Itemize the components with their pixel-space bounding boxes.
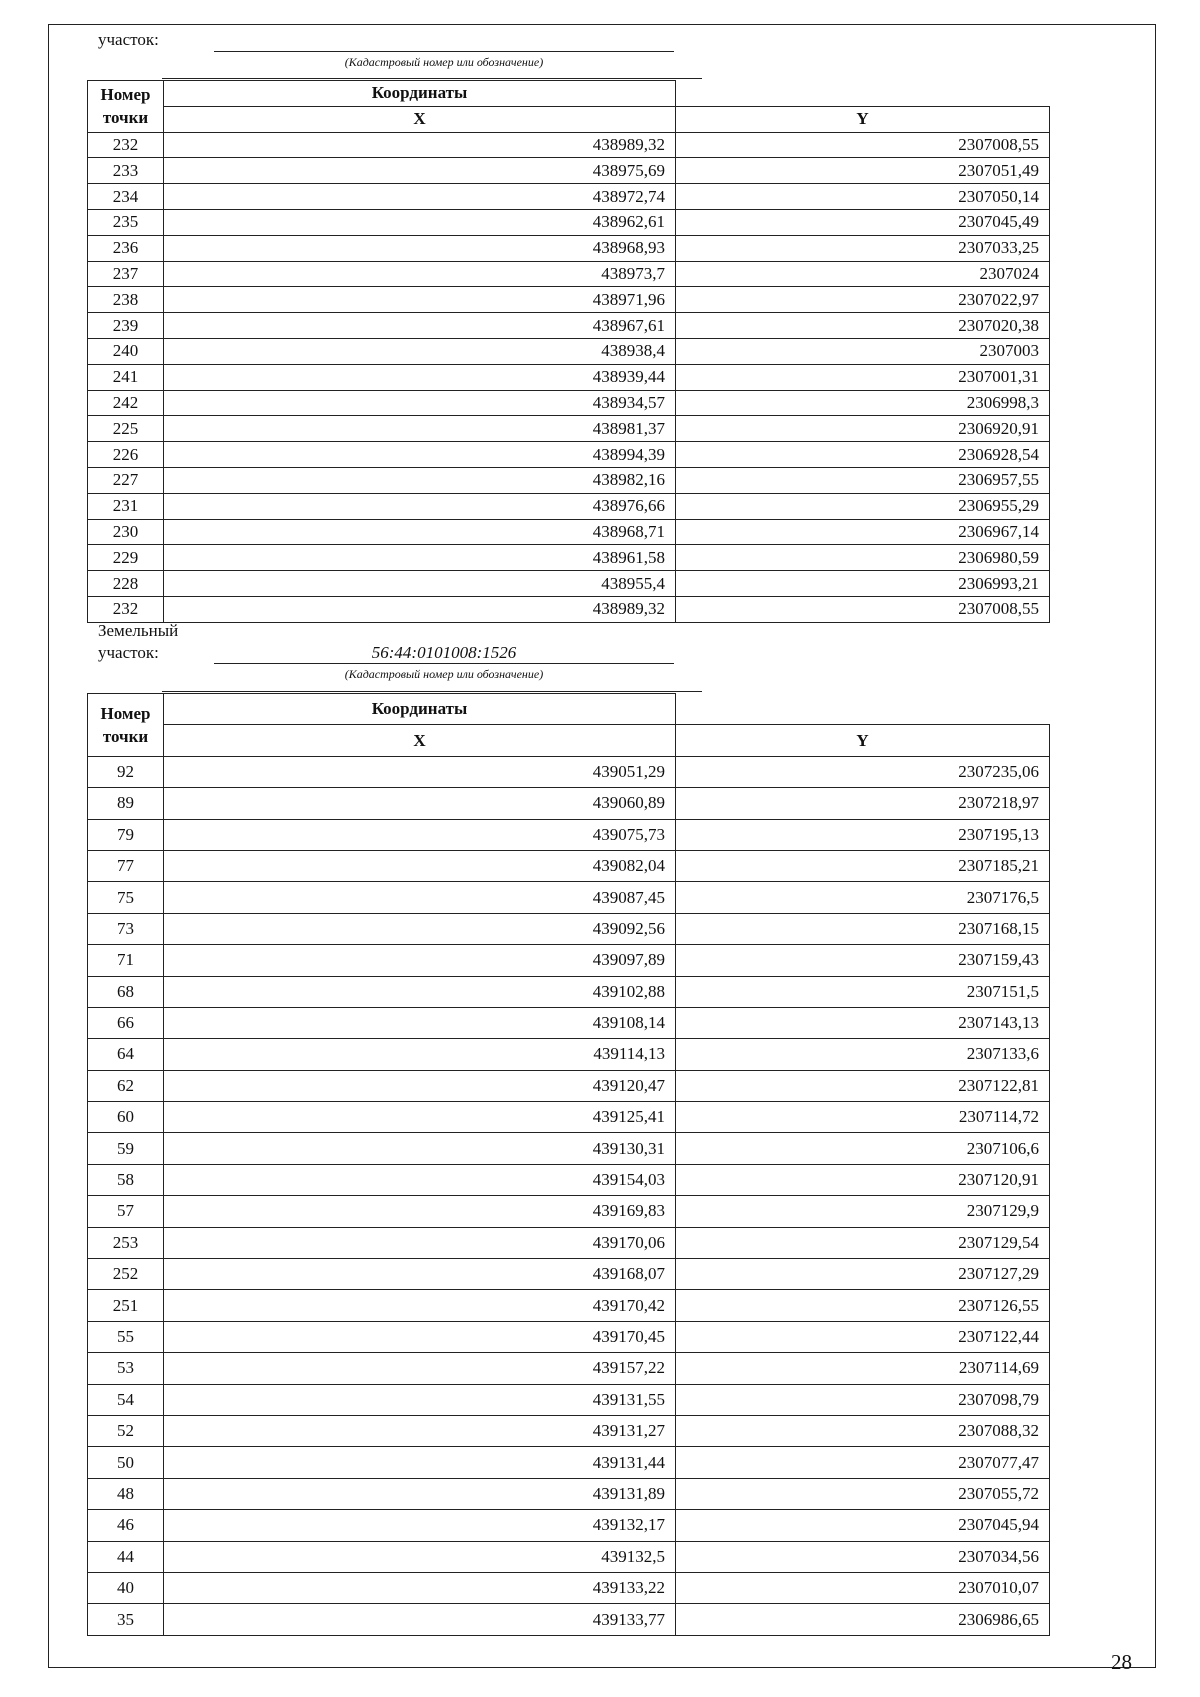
point-number-cell: 58 <box>88 1164 164 1195</box>
x-coordinate-cell: 439133,77 <box>164 1604 676 1635</box>
plot-label-line1: Земельный <box>98 621 179 640</box>
table-row <box>88 1164 1050 1195</box>
x-header: X <box>164 725 676 756</box>
point-number-cell: 52 <box>88 1415 164 1446</box>
table-row <box>88 1572 1050 1603</box>
table-row <box>88 416 1050 442</box>
y-coordinate-cell: 2307151,5 <box>676 976 1050 1007</box>
table-row <box>88 913 1050 944</box>
x-coordinate-cell: 439133,22 <box>164 1572 676 1603</box>
x-coordinate-cell: 438938,4 <box>164 338 676 364</box>
y-header: Y <box>676 725 1050 756</box>
point-number-header: Номер точки <box>88 694 164 757</box>
y-coordinate-cell: 2307129,9 <box>676 1196 1050 1227</box>
cadastral-number: 56:44:0101008:1526 <box>371 643 517 662</box>
x-coordinate-cell: 439092,56 <box>164 913 676 944</box>
table-row <box>88 1478 1050 1509</box>
y-coordinate-cell: 2307185,21 <box>676 850 1050 881</box>
point-number-cell: 251 <box>88 1290 164 1321</box>
point-number-cell: 232 <box>88 596 164 622</box>
point-number-cell: 92 <box>88 756 164 787</box>
y-coordinate-cell: 2306967,14 <box>676 519 1050 545</box>
point-number-cell: 62 <box>88 1070 164 1101</box>
x-coordinate-cell: 438961,58 <box>164 545 676 571</box>
x-coordinate-cell: 438981,37 <box>164 416 676 442</box>
x-coordinate-cell: 439132,17 <box>164 1510 676 1541</box>
y-coordinate-cell: 2307088,32 <box>676 1415 1050 1446</box>
point-number-cell: 226 <box>88 442 164 468</box>
header-rule <box>162 78 702 79</box>
point-number-cell: 228 <box>88 571 164 597</box>
coordinates-table-1 <box>87 80 1050 623</box>
x-coordinate-cell: 439170,42 <box>164 1290 676 1321</box>
table-axis-row <box>88 106 1050 132</box>
x-coordinate-cell: 438972,74 <box>164 184 676 210</box>
table-row <box>88 545 1050 571</box>
coordinates-table-2 <box>87 693 1050 1636</box>
table-row <box>88 1133 1050 1164</box>
table-row <box>88 1259 1050 1290</box>
table-row <box>88 945 1050 976</box>
table-header-row <box>88 694 1050 725</box>
table-row <box>88 1415 1050 1446</box>
point-number-cell: 35 <box>88 1604 164 1635</box>
table-row <box>88 756 1050 787</box>
x-coordinate-cell: 439168,07 <box>164 1259 676 1290</box>
header-blank-cell <box>676 694 1050 725</box>
y-header: Y <box>676 106 1050 132</box>
x-coordinate-cell: 438982,16 <box>164 467 676 493</box>
y-coordinate-cell: 2307126,55 <box>676 1290 1050 1321</box>
point-number-cell: 238 <box>88 287 164 313</box>
x-coordinate-cell: 439131,27 <box>164 1415 676 1446</box>
point-number-cell: 44 <box>88 1541 164 1572</box>
y-coordinate-cell: 2307077,47 <box>676 1447 1050 1478</box>
x-coordinate-cell: 439131,55 <box>164 1384 676 1415</box>
point-number-cell: 240 <box>88 338 164 364</box>
table-row <box>88 1290 1050 1321</box>
x-coordinate-cell: 439108,14 <box>164 1007 676 1038</box>
x-coordinate-cell: 438968,71 <box>164 519 676 545</box>
y-coordinate-cell: 2307129,54 <box>676 1227 1050 1258</box>
cadastral-underline <box>214 663 674 664</box>
coordinates-header: Координаты <box>164 694 676 725</box>
y-coordinate-cell: 2306920,91 <box>676 416 1050 442</box>
point-number-cell: 75 <box>88 882 164 913</box>
x-coordinate-cell: 438994,39 <box>164 442 676 468</box>
table-row <box>88 788 1050 819</box>
x-coordinate-cell: 439114,13 <box>164 1039 676 1070</box>
y-coordinate-cell: 2306955,29 <box>676 493 1050 519</box>
y-coordinate-cell: 2307122,44 <box>676 1321 1050 1352</box>
x-coordinate-cell: 439157,22 <box>164 1353 676 1384</box>
x-coordinate-cell: 438973,7 <box>164 261 676 287</box>
table-row <box>88 1321 1050 1352</box>
y-coordinate-cell: 2307001,31 <box>676 364 1050 390</box>
x-coordinate-cell: 439082,04 <box>164 850 676 881</box>
y-coordinate-cell: 2307127,29 <box>676 1259 1050 1290</box>
page-number: 28 <box>1111 1650 1132 1674</box>
cadastral-caption: (Кадастровый номер или обозначение) <box>344 55 544 69</box>
header-blank-cell <box>676 81 1050 107</box>
table-row <box>88 1353 1050 1384</box>
x-coordinate-cell: 438976,66 <box>164 493 676 519</box>
x-coordinate-cell: 439087,45 <box>164 882 676 913</box>
table-row <box>88 976 1050 1007</box>
x-coordinate-cell: 439051,29 <box>164 756 676 787</box>
point-number-cell: 79 <box>88 819 164 850</box>
y-coordinate-cell: 2307022,97 <box>676 287 1050 313</box>
table-row <box>88 1510 1050 1541</box>
y-coordinate-cell: 2307050,14 <box>676 184 1050 210</box>
point-number-cell: 71 <box>88 945 164 976</box>
table-row <box>88 1384 1050 1415</box>
table-row <box>88 287 1050 313</box>
y-coordinate-cell: 2306957,55 <box>676 467 1050 493</box>
table-row <box>88 882 1050 913</box>
table-row <box>88 493 1050 519</box>
point-number-cell: 53 <box>88 1353 164 1384</box>
x-coordinate-cell: 439170,06 <box>164 1227 676 1258</box>
point-number-cell: 227 <box>88 467 164 493</box>
table-row <box>88 338 1050 364</box>
table-row <box>88 596 1050 622</box>
x-coordinate-cell: 438967,61 <box>164 313 676 339</box>
table-row <box>88 364 1050 390</box>
point-number-cell: 68 <box>88 976 164 1007</box>
y-coordinate-cell: 2307034,56 <box>676 1541 1050 1572</box>
y-coordinate-cell: 2307235,06 <box>676 756 1050 787</box>
table-row <box>88 519 1050 545</box>
y-coordinate-cell: 2307114,69 <box>676 1353 1050 1384</box>
x-coordinate-cell: 438971,96 <box>164 287 676 313</box>
y-coordinate-cell: 2306986,65 <box>676 1604 1050 1635</box>
point-number-cell: 230 <box>88 519 164 545</box>
x-coordinate-cell: 438939,44 <box>164 364 676 390</box>
point-number-cell: 46 <box>88 1510 164 1541</box>
x-coordinate-cell: 439131,44 <box>164 1447 676 1478</box>
x-coordinate-cell: 439097,89 <box>164 945 676 976</box>
y-coordinate-cell: 2306993,21 <box>676 571 1050 597</box>
x-coordinate-cell: 439075,73 <box>164 819 676 850</box>
y-coordinate-cell: 2307143,13 <box>676 1007 1050 1038</box>
table-row <box>88 390 1050 416</box>
table-row <box>88 1007 1050 1038</box>
y-coordinate-cell: 2307106,6 <box>676 1133 1050 1164</box>
y-coordinate-cell: 2307045,49 <box>676 209 1050 235</box>
table-axis-row <box>88 725 1050 756</box>
table-row <box>88 571 1050 597</box>
point-number-cell: 239 <box>88 313 164 339</box>
y-coordinate-cell: 2307051,49 <box>676 158 1050 184</box>
point-number-cell: 252 <box>88 1259 164 1290</box>
y-coordinate-cell: 2307045,94 <box>676 1510 1050 1541</box>
table-row <box>88 819 1050 850</box>
x-coordinate-cell: 438962,61 <box>164 209 676 235</box>
y-coordinate-cell: 2307133,6 <box>676 1039 1050 1070</box>
point-number-header: Номер точки <box>88 81 164 133</box>
point-number-cell: 253 <box>88 1227 164 1258</box>
point-number-cell: 225 <box>88 416 164 442</box>
point-number-cell: 241 <box>88 364 164 390</box>
point-number-cell: 66 <box>88 1007 164 1038</box>
x-coordinate-cell: 439060,89 <box>164 788 676 819</box>
x-coordinate-cell: 439102,88 <box>164 976 676 1007</box>
y-coordinate-cell: 2306928,54 <box>676 442 1050 468</box>
x-coordinate-cell: 438989,32 <box>164 132 676 158</box>
point-number-cell: 229 <box>88 545 164 571</box>
y-coordinate-cell: 2307168,15 <box>676 913 1050 944</box>
table-row <box>88 850 1050 881</box>
table-row <box>88 158 1050 184</box>
table-row <box>88 313 1050 339</box>
point-number-cell: 59 <box>88 1133 164 1164</box>
point-number-cell: 235 <box>88 209 164 235</box>
point-number-cell: 64 <box>88 1039 164 1070</box>
point-number-cell: 73 <box>88 913 164 944</box>
cadastral-underline <box>214 51 674 52</box>
point-number-cell: 54 <box>88 1384 164 1415</box>
y-coordinate-cell: 2307020,38 <box>676 313 1050 339</box>
point-number-cell: 48 <box>88 1478 164 1509</box>
point-number-cell: 89 <box>88 788 164 819</box>
y-coordinate-cell: 2307024 <box>676 261 1050 287</box>
table-row <box>88 1039 1050 1070</box>
y-coordinate-cell: 2307098,79 <box>676 1384 1050 1415</box>
table-row <box>88 1541 1050 1572</box>
y-coordinate-cell: 2307122,81 <box>676 1070 1050 1101</box>
y-coordinate-cell: 2307055,72 <box>676 1478 1050 1509</box>
y-coordinate-cell: 2307114,72 <box>676 1102 1050 1133</box>
y-coordinate-cell: 2307176,5 <box>676 882 1050 913</box>
y-coordinate-cell: 2307159,43 <box>676 945 1050 976</box>
point-number-cell: 242 <box>88 390 164 416</box>
x-coordinate-cell: 438955,4 <box>164 571 676 597</box>
plot-label: участок: <box>98 30 159 49</box>
point-number-cell: 234 <box>88 184 164 210</box>
x-coordinate-cell: 439169,83 <box>164 1196 676 1227</box>
point-number-cell: 233 <box>88 158 164 184</box>
table-row <box>88 1447 1050 1478</box>
x-coordinate-cell: 439125,41 <box>164 1102 676 1133</box>
point-number-cell: 57 <box>88 1196 164 1227</box>
table-row <box>88 467 1050 493</box>
header-rule <box>162 691 702 692</box>
table-row <box>88 442 1050 468</box>
x-coordinate-cell: 439132,5 <box>164 1541 676 1572</box>
y-coordinate-cell: 2307010,07 <box>676 1572 1050 1603</box>
y-coordinate-cell: 2307033,25 <box>676 235 1050 261</box>
x-coordinate-cell: 438934,57 <box>164 390 676 416</box>
table-header-row <box>88 81 1050 107</box>
point-number-cell: 231 <box>88 493 164 519</box>
table-row <box>88 1227 1050 1258</box>
y-coordinate-cell: 2307003 <box>676 338 1050 364</box>
point-number-cell: 60 <box>88 1102 164 1133</box>
cadastral-caption: (Кадастровый номер или обозначение) <box>344 667 544 681</box>
point-number-cell: 50 <box>88 1447 164 1478</box>
table-row <box>88 1604 1050 1635</box>
table-row <box>88 1070 1050 1101</box>
table-row <box>88 132 1050 158</box>
x-coordinate-cell: 439120,47 <box>164 1070 676 1101</box>
table-row <box>88 209 1050 235</box>
plot-label-line2: участок: <box>98 643 159 662</box>
y-coordinate-cell: 2307008,55 <box>676 596 1050 622</box>
y-coordinate-cell: 2307218,97 <box>676 788 1050 819</box>
table-row <box>88 1102 1050 1133</box>
point-number-cell: 55 <box>88 1321 164 1352</box>
table-row <box>88 235 1050 261</box>
point-number-cell: 236 <box>88 235 164 261</box>
table-row <box>88 184 1050 210</box>
x-header: X <box>164 106 676 132</box>
y-coordinate-cell: 2307120,91 <box>676 1164 1050 1195</box>
x-coordinate-cell: 439170,45 <box>164 1321 676 1352</box>
coordinates-header: Координаты <box>164 81 676 107</box>
point-number-cell: 232 <box>88 132 164 158</box>
point-number-cell: 77 <box>88 850 164 881</box>
point-number-cell: 237 <box>88 261 164 287</box>
y-coordinate-cell: 2306998,3 <box>676 390 1050 416</box>
table-row <box>88 1196 1050 1227</box>
x-coordinate-cell: 438989,32 <box>164 596 676 622</box>
point-number-cell: 40 <box>88 1572 164 1603</box>
x-coordinate-cell: 439130,31 <box>164 1133 676 1164</box>
table-row <box>88 261 1050 287</box>
y-coordinate-cell: 2307195,13 <box>676 819 1050 850</box>
y-coordinate-cell: 2306980,59 <box>676 545 1050 571</box>
x-coordinate-cell: 438968,93 <box>164 235 676 261</box>
y-coordinate-cell: 2307008,55 <box>676 132 1050 158</box>
x-coordinate-cell: 439131,89 <box>164 1478 676 1509</box>
x-coordinate-cell: 439154,03 <box>164 1164 676 1195</box>
x-coordinate-cell: 438975,69 <box>164 158 676 184</box>
